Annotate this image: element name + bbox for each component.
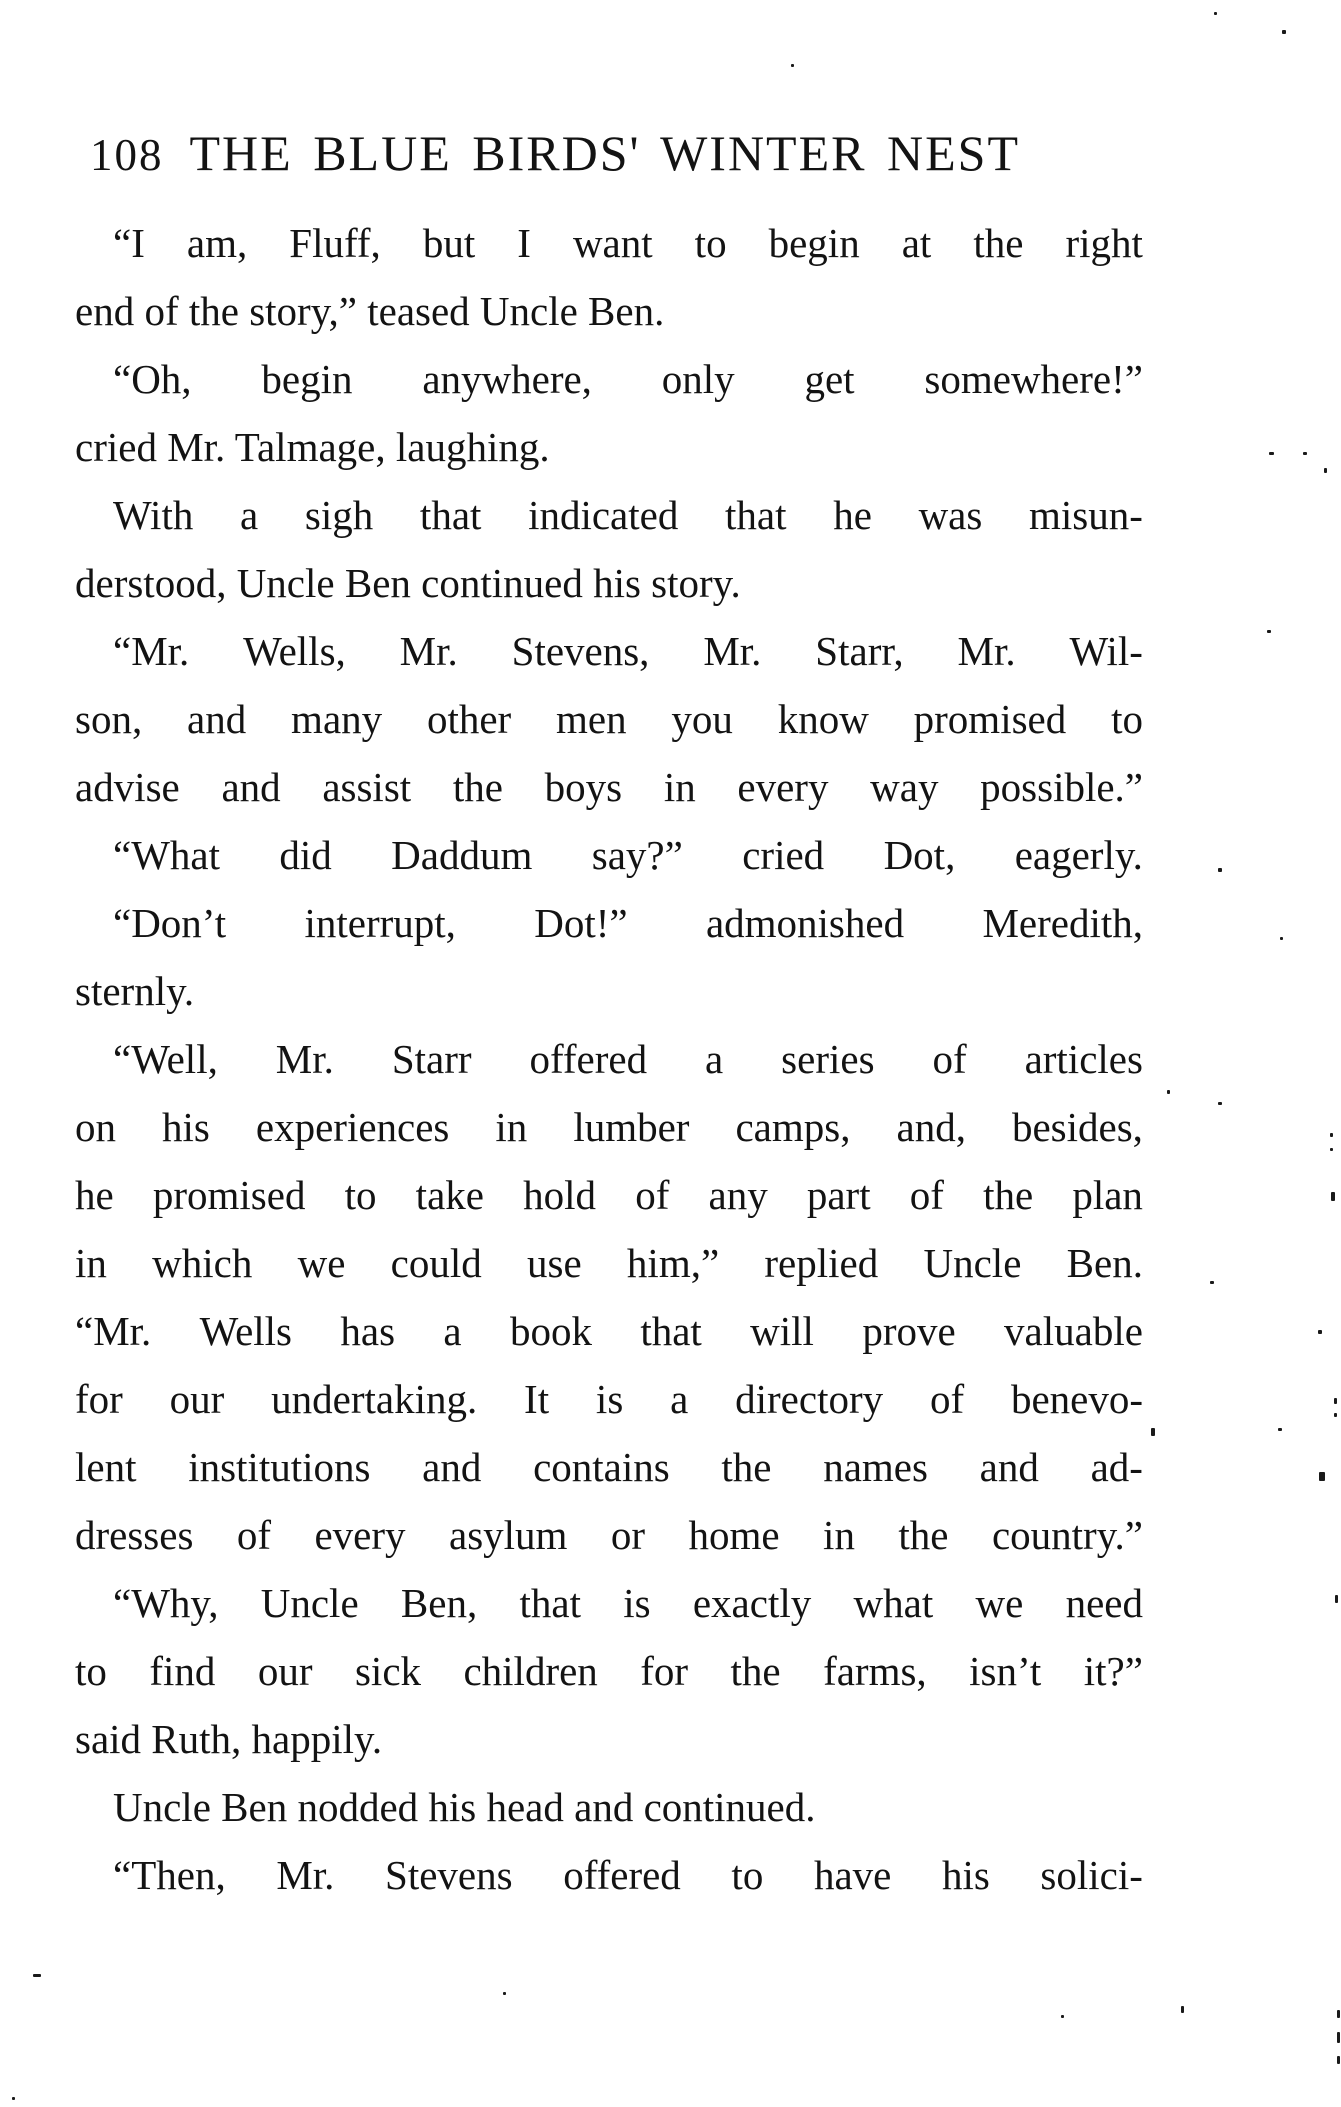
text-line: said Ruth, happily. [75, 1716, 383, 1762]
text-line: advise and assist the boys in every way possible.” [75, 764, 1143, 810]
ink-speck [791, 64, 794, 67]
text-line: Uncle Ben nodded his head and continued. [113, 1784, 816, 1830]
ink-speck [1218, 1102, 1222, 1105]
text-line: for our undertaking. It is a directory of benevo- [75, 1376, 1143, 1422]
running-title: THE BLUE BIRDS' WINTER NEST [189, 125, 1020, 181]
ink-speck [1337, 2032, 1340, 2043]
ink-speck [1151, 1428, 1155, 1436]
ink-speck [1278, 1428, 1282, 1431]
text-line: dresses of every asylum or home in the country.” [75, 1512, 1143, 1558]
text-line: lent institutions and contains the names and ad- [75, 1444, 1143, 1490]
text-line: “Mr. Wells, Mr. Stevens, Mr. Starr, Mr. Wil- [113, 628, 1143, 674]
ink-speck [1334, 1398, 1337, 1404]
ink-speck [1337, 2010, 1340, 2018]
page-number: 108 [90, 130, 164, 180]
text-line: sternly. [75, 968, 195, 1014]
text-line: “Mr. Wells has a book that will prove valuable [75, 1308, 1143, 1354]
ink-speck [1331, 1192, 1335, 1201]
text-line: derstood, Uncle Ben continued his story. [75, 560, 741, 606]
ink-speck [33, 1974, 41, 1977]
ink-speck [1210, 1281, 1214, 1284]
text-line: in which we could use him,” replied Uncle Ben. [75, 1240, 1143, 1286]
text-line: “Then, Mr. Stevens offered to have his solici- [113, 1852, 1143, 1898]
ink-speck [1303, 452, 1307, 455]
ink-speck [503, 1992, 506, 1995]
ink-speck [1218, 868, 1222, 872]
ink-speck [1337, 2056, 1340, 2064]
ink-speck [1282, 30, 1286, 34]
text-line: “Oh, begin anywhere, only get somewhere!” [113, 356, 1143, 402]
ink-speck [1214, 12, 1217, 15]
ink-speck [1181, 2006, 1184, 2013]
text-line: “What did Daddum say?” cried Dot, eagerly. [113, 832, 1143, 878]
text-line: end of the story,” teased Uncle Ben. [75, 288, 665, 334]
text-line: on his experiences in lumber camps, and, besides, [75, 1104, 1143, 1150]
ink-speck [1167, 1090, 1170, 1094]
ink-speck [1330, 1148, 1333, 1151]
text-line: to find our sick children for the farms, isn’t it?” [75, 1648, 1143, 1694]
ink-speck [1318, 1330, 1322, 1334]
body-text-block [75, 209, 1143, 1909]
text-line: cried Mr. Talmage, laughing. [75, 424, 550, 470]
ink-speck [1269, 452, 1274, 455]
ink-speck [1334, 1413, 1337, 1417]
text-line: son, and many other men you know promised to [75, 696, 1143, 742]
ink-speck [1335, 1595, 1338, 1603]
ink-speck [1324, 468, 1327, 473]
text-line: With a sigh that indicated that he was misun- [113, 492, 1143, 538]
text-line: “Why, Uncle Ben, that is exactly what we need [113, 1580, 1143, 1626]
ink-speck [1267, 630, 1271, 633]
ink-speck [1280, 937, 1283, 940]
text-line: “Well, Mr. Starr offered a series of articles [113, 1036, 1143, 1082]
ink-speck [1061, 2015, 1064, 2018]
text-line: “I am, Fluff, but I want to begin at the right [113, 220, 1143, 266]
ink-speck [12, 2097, 15, 2100]
text-line: he promised to take hold of any part of the plan [75, 1172, 1143, 1218]
running-head [75, 122, 1143, 184]
ink-speck [1319, 1472, 1325, 1481]
ink-speck [1330, 1133, 1333, 1137]
text-line: “Don’t interrupt, Dot!” admonished Meredith, [113, 900, 1143, 946]
